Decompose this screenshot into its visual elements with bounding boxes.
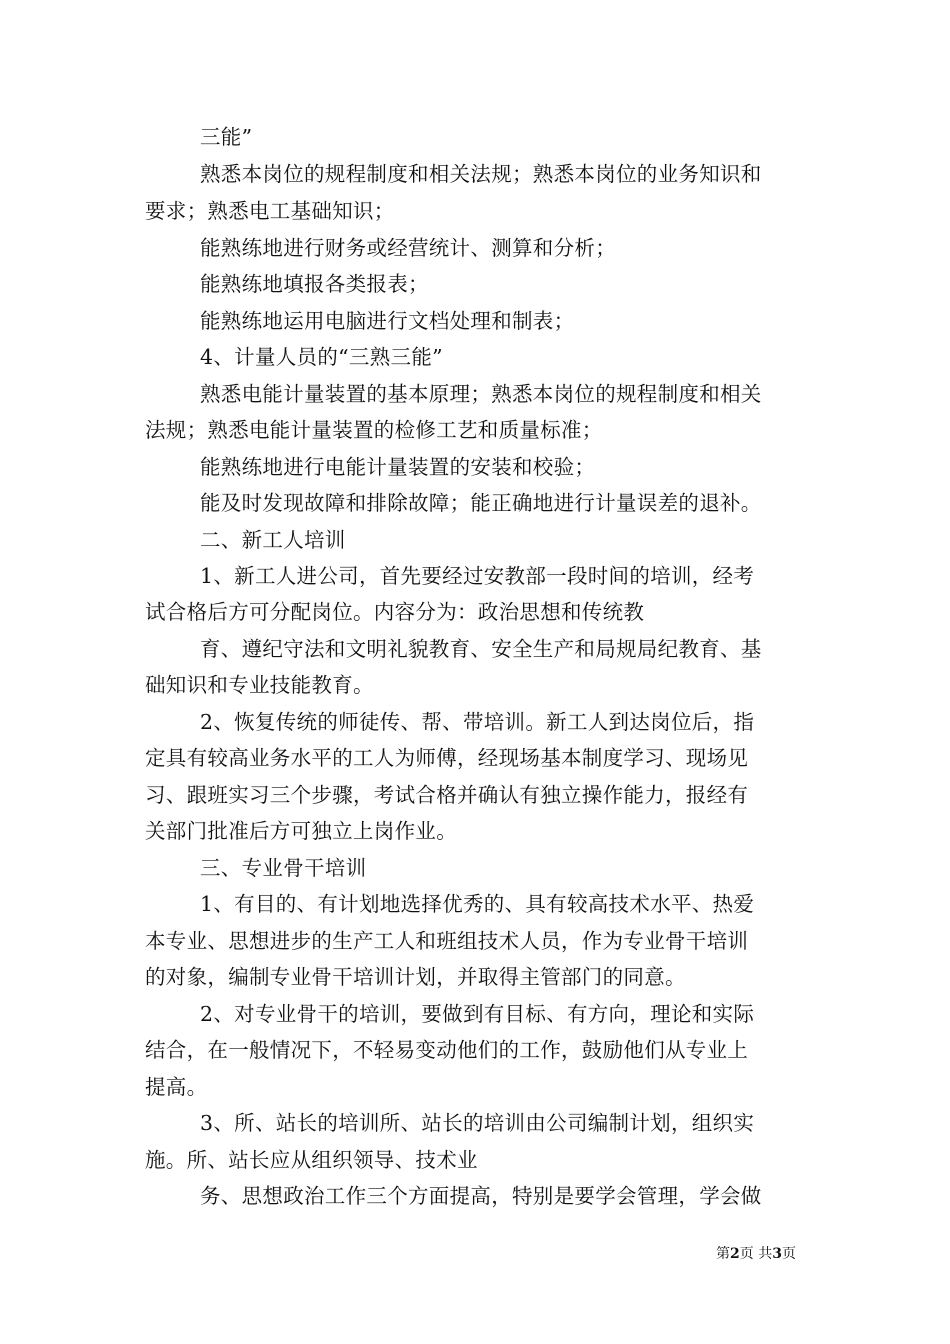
footer-middle: 页 共: [739, 1246, 773, 1262]
text-line: 1、新工人进公司，首先要经过安教部一段时间的培训，经考: [200, 564, 755, 588]
text-line: 础知识和专业技能教育。: [145, 673, 374, 697]
text-line: 熟悉电能计量装置的基本原理；熟悉本岗位的规程制度和相关: [200, 382, 762, 406]
text-line: 结合，在一般情况下，不轻易变动他们的工作，鼓励他们从专业上: [145, 1038, 749, 1062]
text-line: 定具有较高业务水平的工人为师傅，经现场基本制度学习、现场见: [145, 746, 749, 770]
total-pages-number: 3: [772, 1246, 782, 1262]
text-line: 2、对专业骨干的培训，要做到有目标、有方向，理论和实际: [200, 1002, 755, 1026]
text-line: 的对象，编制专业骨干培训计划，并取得主管部门的同意。: [145, 965, 686, 989]
text-line: 要求；熟悉电工基础知识；: [145, 199, 395, 223]
text-line: 提高。: [145, 1075, 208, 1099]
text-line: 育、遵纪守法和文明礼貌教育、安全生产和局规局纪教育、基: [200, 637, 762, 661]
text-line: 3、所、站长的培训所、站长的培训由公司编制计划，组织实: [200, 1111, 755, 1135]
text-line: 能熟练地进行财务或经营统计、测算和分析；: [200, 236, 616, 260]
text-line: 4、计量人员的“三熟三能”: [200, 345, 443, 369]
text-line: 能熟练地进行电能计量装置的安装和校验；: [200, 455, 596, 479]
text-line: 能熟练地填报各类报表；: [200, 272, 429, 296]
text-line: 本专业、思想进步的生产工人和班组技术人员，作为专业骨干培训: [145, 929, 749, 953]
text-line: 关部门批准后方可独立上岗作业。: [145, 819, 457, 843]
current-page-number: 2: [730, 1246, 740, 1262]
text-line: 法规；熟悉电能计量装置的检修工艺和质量标准；: [145, 418, 603, 442]
text-line: 务、思想政治工作三个方面提高，特别是要学会管理，学会做: [200, 1184, 762, 1208]
page-footer: [716, 1245, 796, 1263]
text-line: 习、跟班实习三个步骤，考试合格并确认有独立操作能力，报经有: [145, 783, 749, 807]
text-line: 施。所、站长应从组织领导、技术业: [145, 1148, 478, 1172]
section-heading: 二、新工人培训: [200, 528, 346, 552]
text-line: 2、恢复传统的师徒传、帮、带培训。新工人到达岗位后，指: [200, 710, 755, 734]
text-line: 能熟练地运用电脑进行文档处理和制表；: [200, 309, 575, 333]
section-heading: 三、专业骨干培训: [200, 856, 367, 880]
text-line: 三能”: [200, 125, 253, 149]
footer-prefix: 第: [716, 1246, 730, 1262]
text-line: 熟悉本岗位的规程制度和相关法规；熟悉本岗位的业务知识和: [200, 162, 762, 186]
footer-suffix: 页: [781, 1246, 796, 1262]
text-line: 1、有目的、有计划地选择优秀的、具有较高技术水平、热爱: [200, 892, 755, 916]
text-line: 能及时发现故障和排除故障；能正确地进行计量误差的退补。: [200, 491, 762, 515]
text-line: 试合格后方可分配岗位。内容分为：政治思想和传统教: [145, 600, 645, 624]
